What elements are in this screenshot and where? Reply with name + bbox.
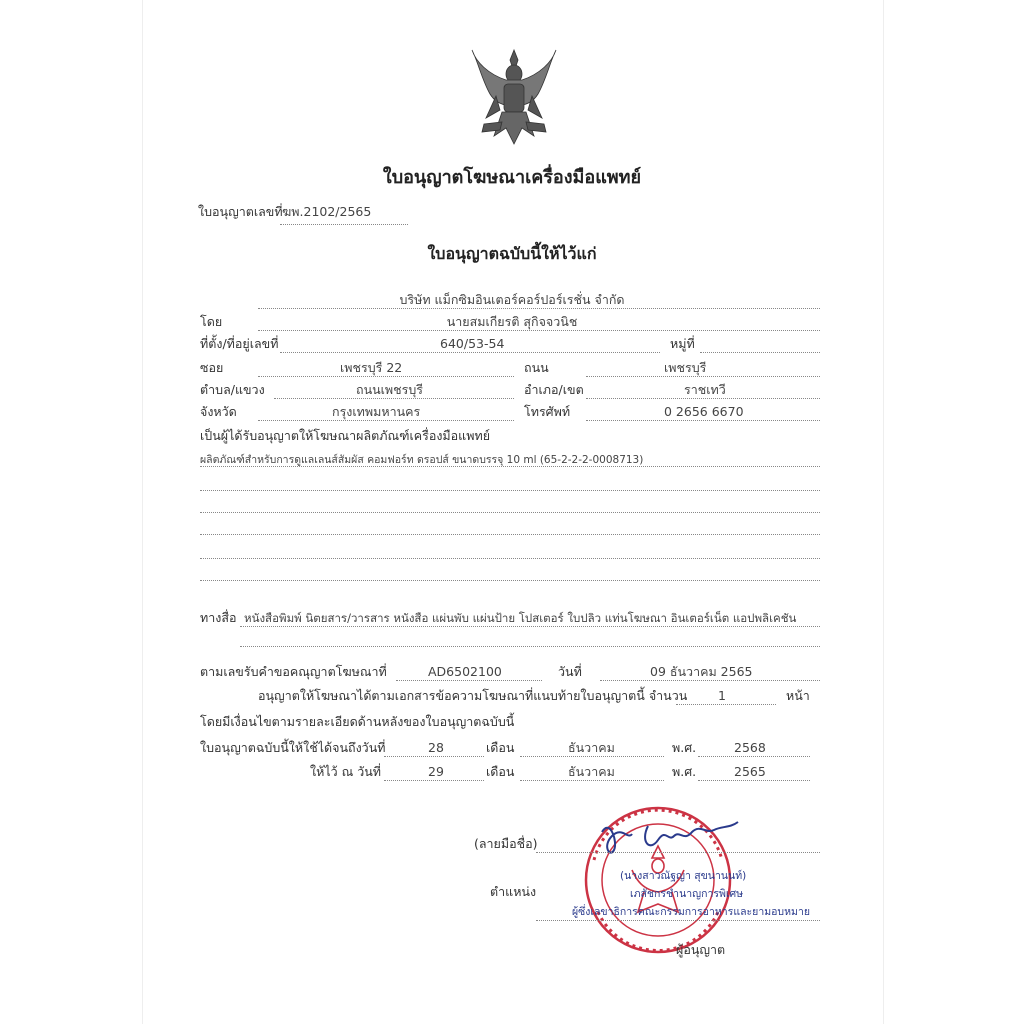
valid-month-label: เดือน <box>486 740 515 755</box>
position-line <box>536 920 820 921</box>
province-label: จังหวัด <box>200 404 237 419</box>
road-line <box>586 376 820 377</box>
request-label: ตามเลขรับคำขอคณุญาตโฆษณาที่ <box>200 664 387 679</box>
province-line <box>258 420 514 421</box>
company-line <box>258 308 820 309</box>
request-date-line <box>600 680 820 681</box>
issued-year-label: พ.ศ. <box>672 764 697 779</box>
moo-label: หมู่ที่ <box>670 336 695 351</box>
document-title: ใบอนุญาตโฆษณาเครื่องมือแพทย์ <box>382 167 642 188</box>
product-description: ผลิตภัณฑ์สำหรับการดูแลเลนส์สัมผัส คอมฟอร์ท ดรอปส์ ขนาดบรรจุ 10 ml (65-2-2-2-0008713) <box>200 454 644 466</box>
valid-year: 2568 <box>734 740 766 755</box>
phone-value: 0 2656 6670 <box>664 404 744 419</box>
media-line-1 <box>240 626 820 627</box>
soi-line <box>258 376 514 377</box>
issued-year-line <box>698 780 810 781</box>
media-label: ทางสื่อ <box>200 610 237 625</box>
license-no-value: ฆพ.2102/2565 <box>282 204 372 219</box>
phone-line <box>586 420 820 421</box>
valid-month: ธันวาคม <box>568 740 615 755</box>
condition-statement: โดยมีเงื่อนไขตามรายละเอียดด้านหลังของใบอนุญาตฉบับนี้ <box>200 714 515 729</box>
issued-day: 29 <box>428 764 444 779</box>
valid-until-label: ใบอนุญาตฉบับนี้ให้ใช้ได้จนถึงวันที่ <box>200 740 386 755</box>
address-no: 640/53-54 <box>440 336 505 351</box>
attach-count: 1 <box>718 688 726 703</box>
soi-label: ซอย <box>200 360 224 375</box>
issued-label: ให้ไว้ ณ วันที่ <box>310 764 381 779</box>
soi-value: เพชรบุรี 22 <box>340 360 403 375</box>
product-line-6 <box>200 580 820 581</box>
garuda-emblem-icon <box>466 44 562 152</box>
valid-month-line <box>520 756 664 757</box>
request-no: AD6502100 <box>428 664 502 679</box>
district-line <box>586 398 820 399</box>
valid-year-line <box>698 756 810 757</box>
licensor-label: ผู้อนุญาต <box>676 942 726 957</box>
product-line-5 <box>200 558 820 559</box>
by-label: โดย <box>200 314 223 329</box>
issued-to-heading: ใบอนุญาตฉบับนี้ให้ไว้แก่ <box>427 244 597 263</box>
request-date: 09 ธันวาคม 2565 <box>650 664 753 679</box>
valid-year-label: พ.ศ. <box>672 740 697 755</box>
product-line-4 <box>200 534 820 535</box>
company-name: บริษัท แม็กซิมอินเตอร์คอร์ปอร์เรชั่น จำกัด <box>399 292 625 307</box>
attach-statement: อนุญาตให้โฆษณาได้ตามเอกสารข้อความโฆษณาที่แนบท้ายใบอนุญาตนี้ จำนวน <box>258 688 688 703</box>
signature-icon <box>588 812 748 872</box>
province-value: กรุงเทพมหานคร <box>332 404 421 419</box>
permit-statement: เป็นผู้ได้รับอนุญาตให้โฆษณาผลิตภัณฑ์เครื่องมือแพทย์ <box>200 428 491 443</box>
district-value: ราชเทวี <box>684 382 726 397</box>
issued-month-label: เดือน <box>486 764 515 779</box>
signer-office: ผู้ซึ่งเลขาธิการคณะกรรมการอาหารและยามอบหมาย <box>572 906 810 918</box>
phone-label: โทรศัพท์ <box>524 404 571 419</box>
valid-day-line <box>384 756 484 757</box>
issued-month: ธันวาคม <box>568 764 615 779</box>
license-no-line <box>280 224 408 225</box>
road-label: ถนน <box>524 360 549 375</box>
valid-day: 28 <box>428 740 444 755</box>
product-line-3 <box>200 512 820 513</box>
signature-line <box>536 852 820 853</box>
subdistrict-line <box>274 398 514 399</box>
address-line <box>280 352 660 353</box>
address-label: ที่ตั้ง/ที่อยู่เลขที่ <box>200 336 279 351</box>
district-label: อำเภอ/เขต <box>524 382 584 397</box>
by-line <box>258 330 820 331</box>
issued-year: 2565 <box>734 764 766 779</box>
by-name: นายสมเกียรติ สุกิจจวนิช <box>446 314 578 329</box>
media-line-2 <box>240 646 820 647</box>
product-line-2 <box>200 490 820 491</box>
issued-month-line <box>520 780 664 781</box>
position-label: ตำแหน่ง <box>490 884 537 899</box>
subdistrict-label: ตำบล/แขวง <box>200 382 265 397</box>
request-no-line <box>396 680 542 681</box>
issued-day-line <box>384 780 484 781</box>
signature-label: (ลายมือชื่อ) <box>474 836 538 851</box>
moo-line <box>700 352 820 353</box>
license-no-label: ใบอนุญาตเลขที่ <box>198 204 283 219</box>
subdistrict-value: ถนนเพชรบุรี <box>356 382 424 397</box>
signer-name: (นางสาวณัฐญา สุขนานนท์) <box>620 870 747 882</box>
product-line-1 <box>200 466 820 467</box>
attach-count-line <box>676 704 776 705</box>
page-unit: หน้า <box>786 688 810 703</box>
signer-title: เภสัชกรชำนาญการพิเศษ <box>630 888 744 900</box>
media-value: หนังสือพิมพ์ นิตยสาร/วารสาร หนังสือ แผ่นพับ แผ่นป้าย โปสเตอร์ ใบปลิว แท่นโฆษณา อินเตอร์เน็ต แอปพลิเคชัน <box>244 611 797 625</box>
request-date-label: วันที่ <box>558 664 582 679</box>
road-value: เพชรบุรี <box>664 360 707 375</box>
